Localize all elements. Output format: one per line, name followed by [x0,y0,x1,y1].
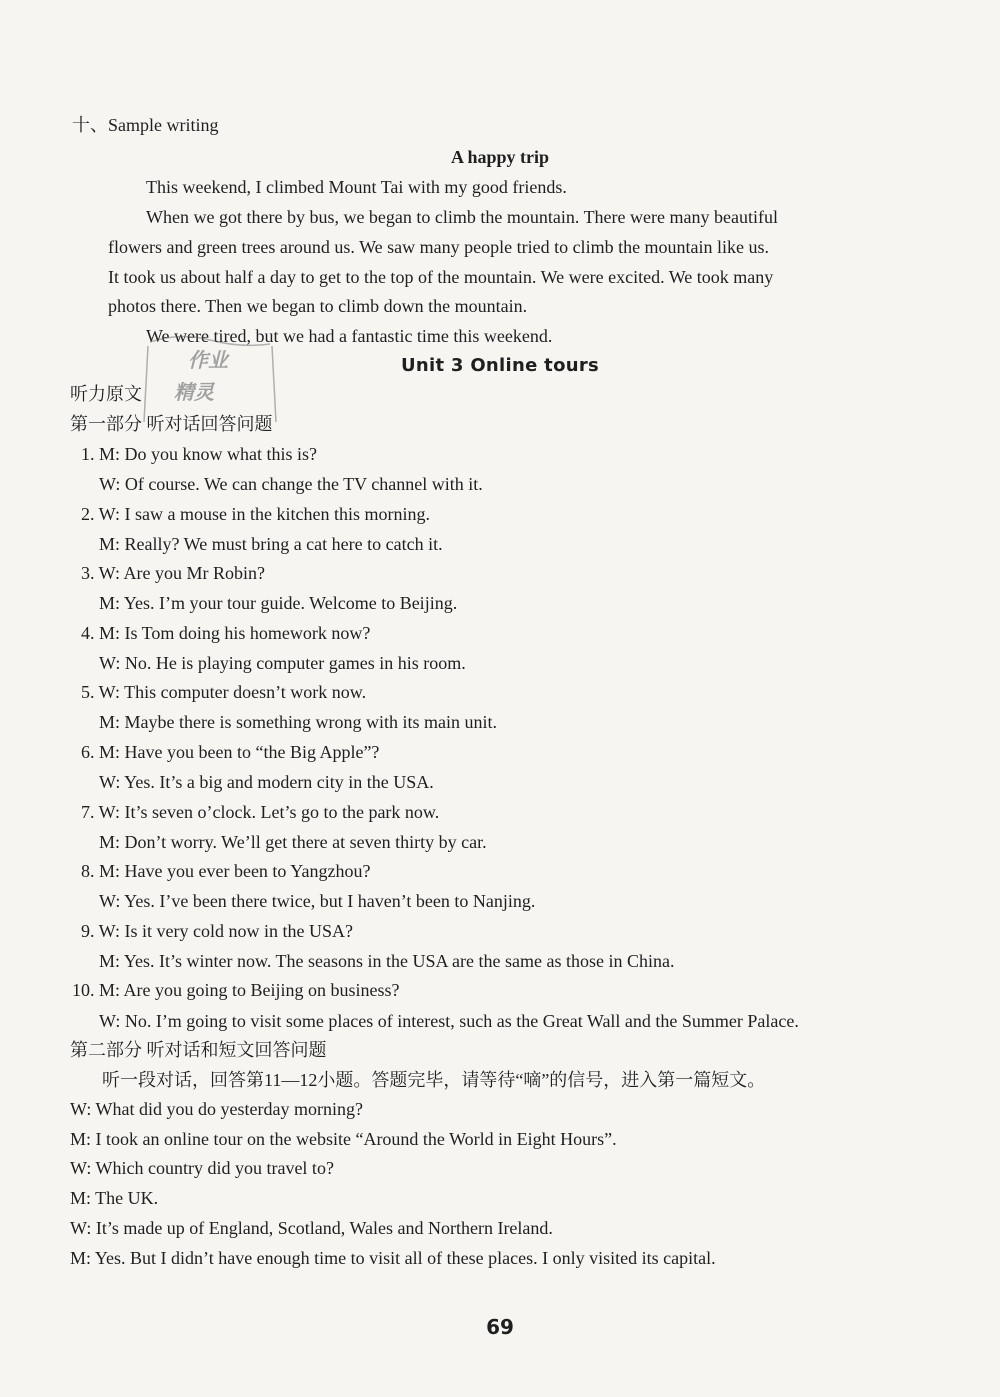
dialogue-line: 9. W: Is it very cold now in the USA? [81,921,353,941]
dialogue-line: W: It’s made up of England, Scotland, Wales and Northern Ireland. [70,1218,553,1238]
dialogue-line: M: Really? We must bring a cat here to catch it. [99,534,443,554]
dialogue-line: W: Yes. It’s a big and modern city in the USA. [99,772,434,792]
dialogue-line: W: No. I’m going to visit some places of interest, such as the Great Wall and the Summer Palace. [99,1011,799,1031]
listening-label: 听力原文 [70,384,142,404]
section-heading: 十、Sample writing [72,115,219,135]
essay-line: When we got there by bus, we began to climb the mountain. There were many beautiful [146,207,778,227]
dialogue-line: M: Yes. I’m your tour guide. Welcome to Beijing. [99,593,458,613]
essay-line: It took us about half a day to get to the top of the mountain. We were excited. We took many [108,267,774,287]
essay-line: This weekend, I climbed Mount Tai with my good friends. [146,177,567,197]
dialogue-line: 6. M: Have you been to “the Big Apple”? [81,742,380,762]
page-number: 69 [486,1315,514,1339]
stamp-text: 精灵 [174,380,214,404]
unit-title: Unit 3 Online tours [400,355,600,376]
dialogue-line: W: What did you do yesterday morning? [70,1099,363,1119]
stamp-text: 作业 [188,348,228,372]
essay-title: A happy trip [450,147,550,167]
dialogue-line: M: Maybe there is something wrong with its main unit. [99,712,497,732]
dialogue-line: 2. W: I saw a mouse in the kitchen this morning. [81,504,430,524]
dialogue-line: M: I took an online tour on the website “Around the World in Eight Hours”. [70,1129,617,1149]
dialogue-line: W: Of course. We can change the TV channel with it. [99,474,483,494]
dialogue-line: 10. M: Are you going to Beijing on business? [72,980,400,1000]
dialogue-line: 3. W: Are you Mr Robin? [81,563,265,583]
dialogue-line: 1. M: Do you know what this is? [81,444,317,464]
part2-instruction: 听一段对话，回答第11—12小题。答题完毕，请等待“嘀”的信号，进入第一篇短文。 [102,1070,766,1090]
dialogue-line: W: Yes. I’ve been there twice, but I haven’t been to Nanjing. [99,891,536,911]
dialogue-line: M: The UK. [70,1188,159,1208]
dialogue-line: 5. W: This computer doesn’t work now. [81,682,367,702]
essay-line: flowers and green trees around us. We saw many people tried to climb the mountain like us. [108,237,770,257]
dialogue-line: M: Yes. But I didn’t have enough time to visit all of these places. I only visited its capital. [70,1248,716,1268]
dialogue-line: M: Yes. It’s winter now. The seasons in the USA are the same as those in China. [99,951,675,971]
part2-heading: 第二部分 听对话和短文回答问题 [70,1040,327,1060]
essay-line: photos there. Then we began to climb down the mountain. [108,296,528,316]
essay-line: We were tired, but we had a fantastic time this weekend. [146,326,553,346]
part1-heading: 第一部分 听对话回答问题 [70,414,273,434]
dialogue-line: W: No. He is playing computer games in his room. [99,653,466,673]
dialogue-line: 4. M: Is Tom doing his homework now? [81,623,371,643]
dialogue-line: W: Which country did you travel to? [70,1158,334,1178]
dialogue-line: 8. M: Have you ever been to Yangzhou? [81,861,371,881]
dialogue-line: 7. W: It’s seven o’clock. Let’s go to the park now. [81,802,440,822]
dialogue-line: M: Don’t worry. We’ll get there at seven thirty by car. [99,832,487,852]
